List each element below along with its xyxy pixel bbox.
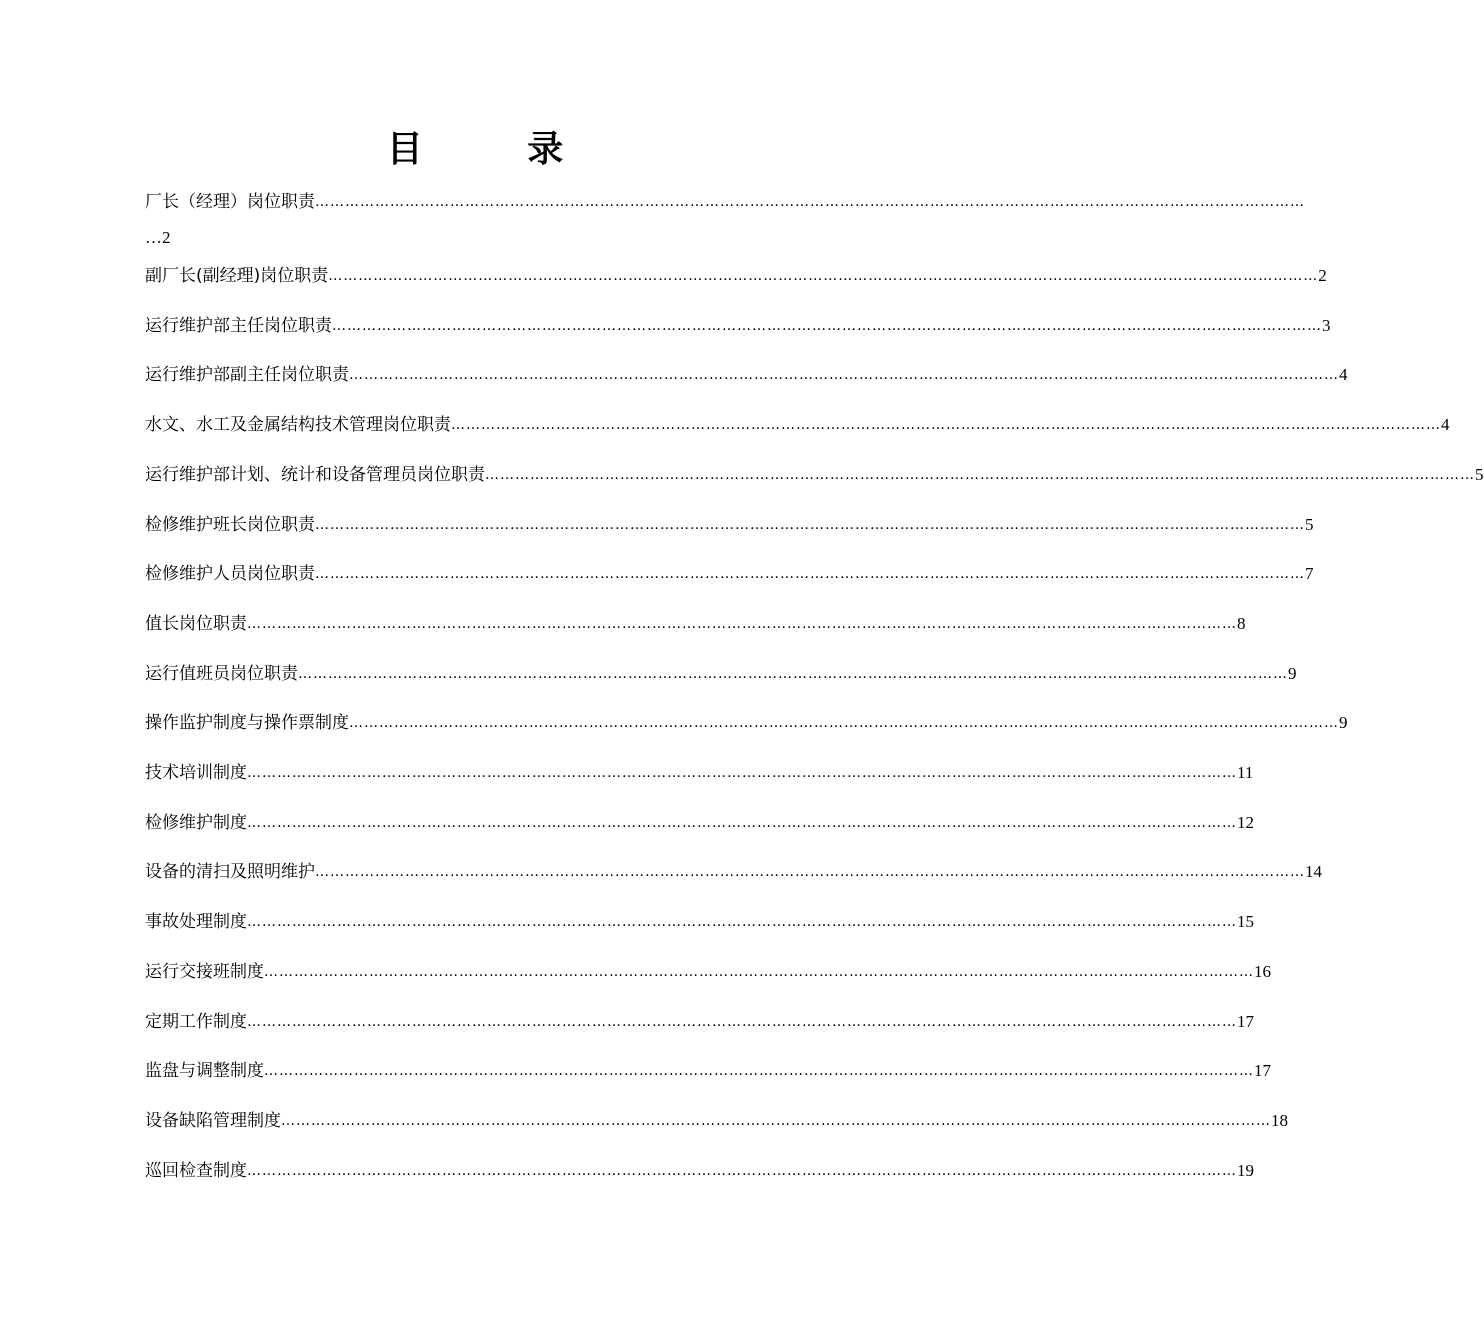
dot-leader: ……………………………………………………………………………………………………………………………………………………………………………… <box>298 665 1288 682</box>
dot-leader: ……………………………………………………………………………………………………………………………………………………………………………… <box>349 715 1339 732</box>
toc-entry-page-number: 19 <box>1237 1160 1254 1180</box>
dot-leader: ……………………………………………………………………………………………………………………………………………………………………………… <box>264 963 1254 980</box>
toc-entry[interactable] <box>145 359 1348 387</box>
toc-entry-wrap: …2 <box>145 228 171 247</box>
toc-entry-page-number: 4 <box>1441 415 1450 435</box>
toc-entry-label: 副厂长(副经理)岗位职责 <box>145 266 329 286</box>
toc-entry-page-number: 17 <box>1237 1011 1254 1031</box>
toc-entry-page-number: 2 <box>1318 266 1327 285</box>
dot-leader: ……………………………………………………………………………………………………………………………………………………………………………… <box>247 1013 1237 1030</box>
toc-entry[interactable] <box>145 658 1297 686</box>
toc-entry[interactable] <box>145 310 1331 338</box>
toc-entry-page-number: 16 <box>1254 961 1271 981</box>
toc-entry-page-number: 4 <box>1339 365 1348 385</box>
toc-entry-label: 值长岗位职责 <box>145 613 247 634</box>
toc-entry[interactable] <box>145 807 1254 835</box>
toc-entry[interactable] <box>145 757 1254 785</box>
dot-leader: ……………………………………………………………………………………………………………………………………………………………………………… <box>247 765 1237 781</box>
toc-entry-label: 巡回检查制度 <box>145 1160 247 1181</box>
toc-entry-label: 检修维护人员岗位职责 <box>145 564 315 585</box>
toc-entry[interactable] <box>145 856 1322 884</box>
toc-entry[interactable] <box>145 707 1348 735</box>
toc-entry-label: 运行维护部计划、统计和设备管理员岗位职责 <box>145 464 485 485</box>
toc-entry-label: 事故处理制度 <box>145 912 247 933</box>
toc-entry-page-number: 7 <box>1305 564 1314 584</box>
dot-leader: ……………………………………………………………………………………………………………………………………………………………………………… <box>349 367 1339 384</box>
toc-entry-page-number: 9 <box>1339 713 1348 733</box>
dot-leader: ……………………………………………………………………………………………………………………………………………………………………………… <box>451 417 1441 434</box>
toc-entry[interactable] <box>145 459 1484 487</box>
toc-entry-page-number: 12 <box>1237 812 1254 832</box>
toc-entry-label: 运行维护部主任岗位职责 <box>145 315 332 336</box>
toc-entry[interactable] <box>145 1155 1254 1183</box>
dot-leader: ……………………………………………………………………………………………………………………………………………………………………………… <box>315 516 1305 533</box>
toc-entry-label: 运行值班员岗位职责 <box>145 663 298 684</box>
toc-entry-label: 水文、水工及金属结构技术管理岗位职责 <box>145 415 451 436</box>
toc-entry-page-number: 18 <box>1271 1110 1288 1130</box>
dot-leader: ……………………………………………………………………………………………………………………………………………………………………………… <box>485 466 1475 483</box>
toc-entry-label: 检修维护班长岗位职责 <box>145 514 315 535</box>
toc-entry-page-number: 5 <box>1475 464 1484 484</box>
toc-entry-label: 检修维护制度 <box>145 812 247 833</box>
toc-entry[interactable] <box>145 956 1271 984</box>
toc-entry-page-number: 8 <box>1237 613 1246 633</box>
dot-leader: ……………………………………………………………………………………………………………………………………………………………………………… <box>247 1162 1237 1179</box>
toc-entry-page-number: 14 <box>1305 862 1322 882</box>
toc-entry[interactable] <box>145 409 1450 437</box>
dot-leader: ……………………………………………………………………………………………………………………………………………………………………………… <box>247 615 1237 632</box>
toc-entry-label: 设备的清扫及照明维护 <box>145 862 315 883</box>
dot-leader: ……………………………………………………………………………………………………………………………………………………………………………… <box>315 864 1305 881</box>
dot-leader: ……………………………………………………………………………………………………………………………………………………………………………… <box>247 914 1237 931</box>
toc-entry-label: 厂长（经理）岗位职责 <box>145 192 315 212</box>
toc-entry-label: 操作监护制度与操作票制度 <box>145 713 349 734</box>
toc-entry-page-number: 17 <box>1254 1061 1271 1081</box>
toc-entry[interactable] <box>145 558 1314 586</box>
toc-entry-label: 定期工作制度 <box>145 1011 247 1032</box>
dot-leader: ……………………………………………………………………………………………………………………………………………………………………………… <box>281 1112 1271 1129</box>
dot-leader: ……………………………………………………………………………………………………………………………………………………………………………… <box>328 268 1319 284</box>
page-title: 目 录 <box>386 129 610 170</box>
toc-entry[interactable] <box>145 1105 1288 1133</box>
toc-entry-label: 运行维护部副主任岗位职责 <box>145 365 349 386</box>
toc-entry[interactable] <box>145 509 1314 537</box>
toc-entry-label: 设备缺陷管理制度 <box>145 1110 281 1131</box>
toc-entry[interactable] <box>145 608 1246 636</box>
toc-entry-page-number: 3 <box>1322 315 1331 335</box>
toc-entry-page-number: 9 <box>1288 663 1297 683</box>
toc-entry-label: 监盘与调整制度 <box>145 1061 264 1082</box>
toc-entry-page-number: 5 <box>1305 514 1314 534</box>
toc-entry-label: 技术培训制度 <box>145 763 247 783</box>
toc-entry[interactable] <box>145 1006 1254 1034</box>
toc-entry-label: 运行交接班制度 <box>145 961 264 982</box>
dot-leader: ……………………………………………………………………………………………………………………………………………………………………………… <box>332 317 1322 334</box>
toc-entry[interactable] <box>145 260 1327 288</box>
dot-leader: ……………………………………………………………………………………………………………………………………………………………………………… <box>315 566 1305 583</box>
toc-entry-first[interactable] <box>145 186 1305 214</box>
toc-entry-page-number: 11 <box>1237 763 1254 782</box>
toc-entry-page-number: 15 <box>1237 912 1254 932</box>
dot-leader: ……………………………………………………………………………………………………………………………………………………………………………… <box>315 194 1305 210</box>
dot-leader: ……………………………………………………………………………………………………………………………………………………………………………… <box>264 1063 1254 1080</box>
toc-entry[interactable] <box>145 906 1254 934</box>
dot-leader: ……………………………………………………………………………………………………………………………………………………………………………… <box>247 814 1237 831</box>
toc-entry[interactable] <box>145 1055 1271 1083</box>
